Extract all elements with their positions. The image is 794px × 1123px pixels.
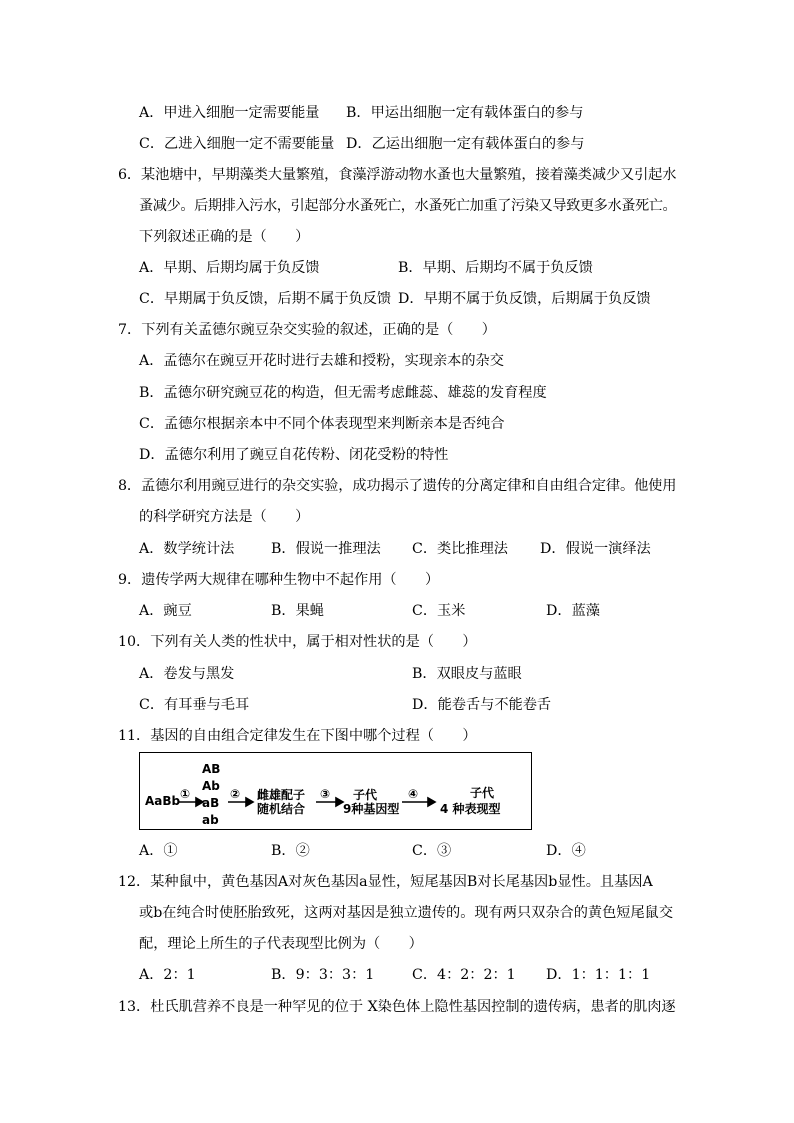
q9-option-c: C．玉米 [412, 603, 466, 619]
q7-option-d: D．孟德尔利用了豌豆自花传粉、闭花受粉的特性 [139, 447, 449, 463]
box4-line2: 4 种表现型 [440, 802, 501, 816]
q6-option-b: B．早期、后期均不属于负反馈 [398, 260, 593, 276]
q11-stem: 11．基因的自由组合定律发生在下图中哪个过程（ ） [118, 728, 477, 744]
q7-option-c: C．孟德尔根据亲本中不同个体表现型来判断亲本是否纯合 [139, 416, 505, 432]
q9-option-b: B．果蝇 [271, 603, 324, 619]
q10-option-b: B．双眼皮与蓝眼 [412, 666, 522, 682]
q6-option-c: C．早期属于负反馈，后期不属于负反馈 [139, 291, 392, 307]
q13-stem: 13．杜氏肌营养不良是一种罕见的位于 X染色体上隐性基因控制的遗传病，患者的肌肉逐 [118, 999, 676, 1015]
box2-line1: 雌雄配子 [257, 788, 306, 802]
box2-line2: 随机结合 [257, 802, 306, 816]
q5-option-c: C．乙进入细胞一定不需要能量 [139, 136, 335, 152]
q8-option-b: B．假说一推理法 [271, 541, 381, 557]
q8-option-c: C．类比推理法 [412, 541, 508, 557]
q10-option-a: A．卷发与黑发 [139, 666, 235, 682]
parent-genotype: AaBb [145, 794, 181, 808]
q12-option-b: B．9：3：3：1 [271, 967, 375, 983]
q7-option-b: B．孟德尔研究豌豆花的构造，但无需考虑雌蕊、雄蕊的发育程度 [139, 385, 547, 401]
step-4-label: ④ [408, 787, 419, 801]
q10-option-c: C．有耳垂与毛耳 [139, 697, 250, 713]
gamete-ab-upper: AB [202, 762, 221, 776]
q5-option-b: B．甲运出细胞一定有载体蛋白的参与 [346, 105, 584, 121]
q9-option-d: D．蓝藻 [546, 603, 600, 619]
q10-stem: 10．下列有关人类的性状中，属于相对性状的是（ ） [118, 634, 477, 650]
q12-option-d: D．1：1：1：1 [546, 967, 651, 983]
q5-option-d: D．乙运出细胞一定有载体蛋白的参与 [346, 136, 585, 152]
q12-stem-line3: 配，理论上所生的子代表现型比例为（ ） [139, 936, 423, 952]
arrow-3-head [336, 798, 343, 806]
q11-flow-diagram [139, 752, 532, 830]
arrow-2-head [246, 798, 253, 806]
q12-stem-line1: 12．某种鼠中，黄色基因A对灰色基因a显性，短尾基因B对长尾基因b显性。且基因A [118, 874, 653, 890]
q9-stem: 9．遗传学两大规律在哪种生物中不起作用（ ） [118, 572, 440, 588]
step-3-label: ③ [320, 787, 331, 801]
q6-option-a: A．早期、后期均属于负反馈 [139, 260, 320, 276]
q9-option-a: A．豌豆 [139, 603, 192, 619]
q6-option-d: D．早期不属于负反馈，后期属于负反馈 [398, 291, 651, 307]
q12-stem-line2: 或b在纯合时使胚胎致死，这两对基因是独立遗传的。现有两只双杂合的黄色短尾鼠交 [139, 905, 674, 921]
step-2-label: ② [230, 787, 241, 801]
q12-option-a: A．2：1 [139, 967, 196, 983]
gamete-ab-mixed2: aB [202, 796, 220, 810]
q6-stem-line1: 6．某池塘中，早期藻类大量繁殖，食藻浮游动物水蚤也大量繁殖，接着藻类减少又引起水 [118, 167, 677, 183]
arrow-4-head [428, 798, 435, 806]
q11-option-a: A．① [139, 843, 178, 859]
box4-line1: 子代 [470, 786, 495, 800]
gamete-ab-mixed1: Ab [202, 779, 220, 793]
gamete-ab-lower: ab [202, 813, 219, 827]
q8-option-d: D．假说一演绎法 [540, 541, 651, 557]
q8-option-a: A．数学统计法 [139, 541, 235, 557]
q8-stem-line2: 的科学研究方法是（ ） [139, 509, 310, 525]
q8-stem-line1: 8．孟德尔利用豌豆进行的杂交实验，成功揭示了遗传的分离定律和自由组合定律。他使用 [118, 478, 677, 494]
box3-line1: 子代 [353, 788, 378, 802]
box3-line2: 9种基因型 [343, 802, 400, 816]
step-1-label: ① [180, 787, 191, 801]
q7-option-a: A．孟德尔在豌豆开花时进行去雄和授粉，实现亲本的杂交 [139, 353, 504, 369]
q10-option-d: D．能卷舌与不能卷舌 [412, 697, 552, 713]
q7-stem: 7．下列有关孟德尔豌豆杂交实验的叙述，正确的是（ ） [118, 322, 496, 338]
q6-stem-line2: 蚤减少。后期排入污水，引起部分水蚤死亡，水蚤死亡加重了污染又导致更多水蚤死亡。 [139, 198, 677, 214]
q11-option-b: B．② [271, 843, 310, 859]
q6-stem-line3: 下列叙述正确的是（ ） [139, 229, 310, 245]
q11-option-d: D．④ [546, 843, 586, 859]
q11-option-c: C．③ [412, 843, 452, 859]
q5-option-a: A．甲进入细胞一定需要能量 [139, 105, 320, 121]
q12-option-c: C．4：2：2：1 [412, 967, 516, 983]
